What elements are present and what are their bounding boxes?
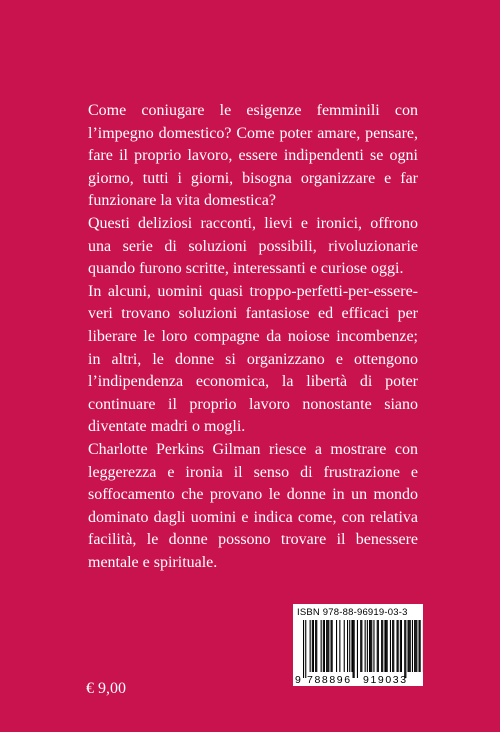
barcode-bar [347, 620, 348, 672]
barcode-digits-right: 919033 [363, 674, 408, 686]
barcode-bar [414, 620, 415, 672]
barcode-bar [328, 620, 329, 672]
barcode-bar [412, 620, 413, 672]
barcode-bar [369, 620, 370, 672]
barcode-bar [354, 620, 355, 678]
back-cover-blurb [88, 100, 418, 574]
barcode-bar [392, 620, 393, 672]
barcode-bar [365, 620, 366, 672]
barcode-bar [408, 620, 409, 672]
barcode-bar [349, 620, 350, 672]
barcode-bar [305, 620, 306, 678]
barcode-bar [371, 620, 372, 672]
barcode-bar [393, 620, 394, 672]
isbn-label: ISBN 978-88-96919-03-3 [297, 607, 408, 618]
barcode-bar [357, 620, 358, 678]
barcode-bar [312, 620, 313, 672]
barcode-bar [339, 620, 340, 672]
blurb-paragraph-3: In alcuni, uomini quasi troppo-perfetti-per-essere-veri trovano soluzioni fantasiose ed efficaci per liberare le loro compagne da noiose incombenze; in altri, le donne si organizzano e ottengono l’indipendenza economica, la libertà di poter continuare il proprio lavoro nonostante siano diventate madri o mogli. [88, 282, 418, 436]
price-label: € 9,00 [86, 680, 126, 697]
barcode-bar [326, 620, 327, 672]
barcode-bar [310, 620, 311, 672]
blurb-paragraph-1: Come coniugare le esigenze femminili con l’impegno domestico? Come poter amare, pensare, fare il proprio lavoro, essere indipendenti se ogni giorno, tutti i giorni, bisogna organizzare e far funzionare la vita domestica? [88, 102, 418, 210]
barcode-bar [316, 620, 317, 672]
barcode-bar [384, 620, 385, 672]
barcode-bar [409, 620, 410, 672]
isbn-barcode [293, 604, 423, 686]
barcode-bar [367, 620, 368, 672]
barcode-bar [404, 620, 405, 678]
barcode-bar [373, 620, 374, 672]
barcode-bar [410, 620, 411, 672]
blurb-paragraph-4: Charlotte Perkins Gilman riesce a mostrare con leggerezza e ironia il senso di frustrazione e soffocamento che provano le donne in un mondo dominato dagli uomini e indica come, con relativa facilità, le donne possono trovare il benessere mentale e spirituale. [88, 440, 418, 571]
barcode-bar [405, 620, 406, 678]
barcode-bar [321, 620, 322, 672]
barcode-bar [332, 620, 333, 672]
barcode-bar [378, 620, 379, 672]
barcode-bar [419, 620, 420, 672]
barcode-bar [315, 620, 316, 672]
barcode-bar [370, 620, 371, 672]
barcode-bar [344, 620, 345, 672]
barcode-bar [401, 620, 402, 672]
barcode-bar [353, 620, 354, 678]
barcode-bar [420, 620, 421, 672]
barcode-bar [360, 620, 361, 672]
barcode-bar [387, 620, 388, 672]
barcode-bar [390, 620, 391, 672]
barcode-bar [381, 620, 382, 672]
barcode-digits-left: 788896 [307, 674, 352, 686]
barcode-bar [331, 620, 332, 672]
barcode-digit-first: 9 [295, 674, 301, 686]
barcode-bar [323, 620, 324, 672]
barcode-bar [397, 620, 398, 672]
barcode-bar [303, 620, 304, 678]
barcode-bar [377, 620, 378, 672]
barcode-bar [400, 620, 401, 672]
barcode-bar [386, 620, 387, 672]
barcode-bar [382, 620, 383, 672]
blurb-paragraph-2: Questi deliziosi racconti, lievi e ironici, offrono una serie di soluzioni possibili, rivoluzionarie quando furono scritte, interessanti e curiose oggi. [88, 214, 418, 278]
barcode-bar [415, 620, 416, 672]
barcode-bar [313, 620, 314, 672]
barcode-bar [416, 620, 417, 672]
barcode-bar [327, 620, 328, 672]
barcode-bar [351, 620, 352, 672]
barcode-bar [361, 620, 362, 672]
barcode-bar [336, 620, 337, 672]
barcode-bar [324, 620, 325, 672]
barcode-bar [398, 620, 399, 672]
